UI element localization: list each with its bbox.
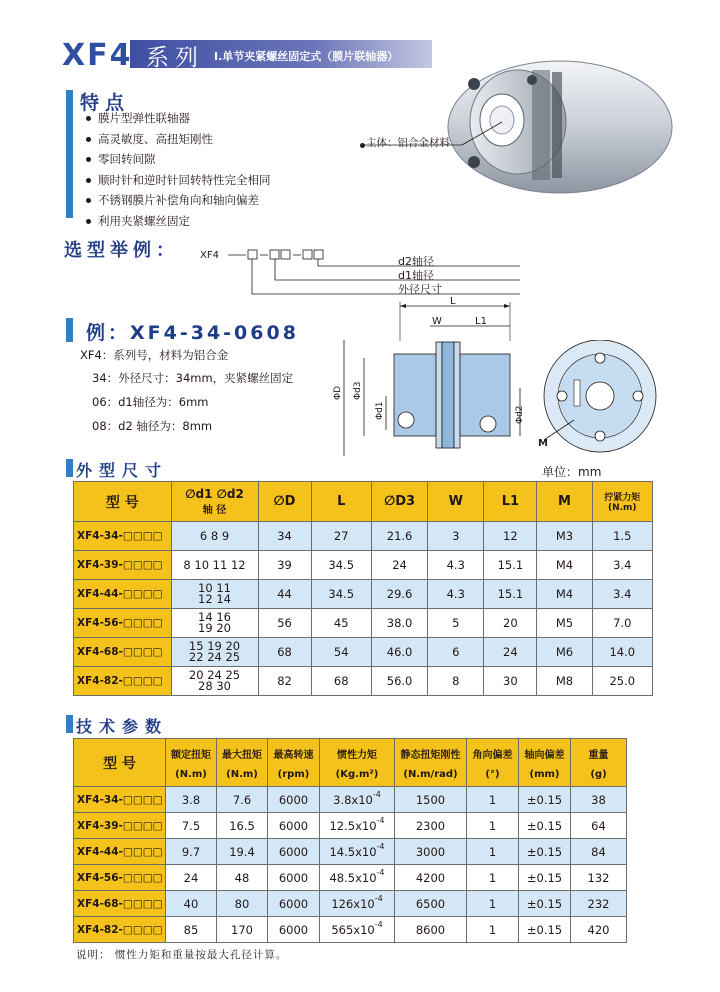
row-inertia: $126x10^{-4}$ [320,891,395,917]
row-axial: ±0.15 [519,787,571,813]
header-max-speed: 最高转速 (rpm) [268,739,320,787]
row-rated-torque: 85 [166,917,217,943]
row-M: M6 [537,638,592,667]
table-row [74,609,653,638]
row-model: XF4-68-□□□□ [74,638,172,667]
row-model: XF4-82-□□□□ [74,917,166,943]
row-L1: 24 [484,638,537,667]
bullet-icon [86,157,91,162]
row-L1: 20 [484,609,537,638]
feature-item: 顺时针和逆时针回转特性完全相同 [86,172,271,193]
row-rated-torque: 9.7 [166,839,217,865]
row-M: M8 [537,667,592,696]
dimensions-accent-bar [66,459,73,477]
row-max-torque: 80 [217,891,268,917]
bullet-icon [86,198,91,203]
features-accent-bar [66,90,73,218]
feature-list [86,110,271,233]
row-inertia: $565x10^{-4}$ [320,917,395,943]
row-L: 34.5 [311,551,371,580]
row-torque: 1.5 [592,522,652,551]
header-W: W [428,482,484,522]
row-angular: 1 [467,917,519,943]
technical-title: 技术参数 [76,717,169,736]
row-max-speed: 6000 [268,891,320,917]
row-rated-torque: 7.5 [166,813,217,839]
series-subtitle: I.单节夹紧螺丝固定式（膜片联轴器） [214,50,399,63]
header-L: L [311,482,371,522]
technical-accent-bar [66,715,73,733]
row-axial: ±0.15 [519,891,571,917]
row-D3: 21.6 [371,522,427,551]
dimensions-table [73,481,653,696]
header-D: ∅D [258,482,311,522]
row-axial: ±0.15 [519,839,571,865]
row-D: 68 [258,638,311,667]
row-M: M3 [537,522,592,551]
row-angular: 1 [467,891,519,917]
table-row [74,522,653,551]
row-W: 8 [428,667,484,696]
feature-item: 利用夹紧螺丝固定 [86,213,271,234]
row-D3: 38.0 [371,609,427,638]
row-rated-torque: 40 [166,891,217,917]
header-inertia: 惯性力矩 (Kg.m²) [320,739,395,787]
row-D3: 56.0 [371,667,427,696]
row-torque: 3.4 [592,551,652,580]
row-D: 39 [258,551,311,580]
row-angular: 1 [467,813,519,839]
row-weight: 420 [571,917,627,943]
row-W: 5 [428,609,484,638]
dim-d1-label: Φd1 [375,401,385,420]
header-weight: 重量 (g) [571,739,627,787]
row-max-speed: 6000 [268,865,320,891]
row-max-speed: 6000 [268,813,320,839]
table-header-row [74,739,627,787]
row-max-torque: 19.4 [217,839,268,865]
row-W: 4.3 [428,580,484,609]
table-row [74,865,627,891]
row-bores: 10 11 12 14 [171,580,258,609]
row-L1: 15.1 [484,580,537,609]
row-rated-torque: 24 [166,865,217,891]
header-model: 型 号 [74,739,166,787]
row-max-speed: 6000 [268,787,320,813]
dimensions-title: 外型尺寸 [76,461,169,480]
row-inertia: $3.8x10^{-4}$ [320,787,395,813]
row-model: XF4-34-□□□□ [74,522,172,551]
table-row [74,667,653,696]
example-line: 34：外径尺寸：34mm，夹紧螺丝固定 [92,371,294,385]
example-line: 06：d1轴径为：6mm [92,395,209,409]
row-D: 44 [258,580,311,609]
row-max-speed: 6000 [268,839,320,865]
series-word: 系列 [146,45,204,71]
row-bores: 8 10 11 12 [171,551,258,580]
row-stiffness: 2300 [395,813,467,839]
row-stiffness: 1500 [395,787,467,813]
row-L1: 12 [484,522,537,551]
row-max-speed: 6000 [268,917,320,943]
table-row [74,787,627,813]
row-stiffness: 8600 [395,917,467,943]
example-title: 例：XF4-34-0608 [86,322,299,344]
dim-D-label: ΦD [333,385,343,400]
row-D: 56 [258,609,311,638]
features-title: 特点 [80,92,131,114]
row-weight: 64 [571,813,627,839]
row-M: M4 [537,551,592,580]
row-angular: 1 [467,787,519,813]
bullet-icon [86,178,91,183]
feature-item: 不锈钢膜片补偿角向和轴向偏差 [86,192,271,213]
header-axial: 轴向偏差 (mm) [519,739,571,787]
header-rated-torque: 额定扭矩 (N.m) [166,739,217,787]
selection-label-d1: d1轴径 [398,269,434,282]
row-inertia: $48.5x10^{-4}$ [320,865,395,891]
row-inertia: $14.5x10^{-4}$ [320,839,395,865]
bullet-icon [86,116,91,121]
table-row [74,891,627,917]
table-row [74,638,653,667]
bullet-icon [86,219,91,224]
row-model: XF4-39-□□□□ [74,813,166,839]
dim-L-label: L [450,296,456,307]
row-model: XF4-82-□□□□ [74,667,172,696]
header-model: 型 号 [74,482,172,522]
dim-M-label: M [538,438,548,449]
row-D: 82 [258,667,311,696]
row-model: XF4-39-□□□□ [74,551,172,580]
technical-table [73,738,627,943]
bullet-icon [86,137,91,142]
header-D3: ∅D3 [371,482,427,522]
row-model: XF4-56-□□□□ [74,609,172,638]
row-stiffness: 4200 [395,865,467,891]
dim-d3-label: Φd3 [353,381,363,400]
header-L1: L1 [484,482,537,522]
row-weight: 38 [571,787,627,813]
table-row [74,813,627,839]
row-max-torque: 7.6 [217,787,268,813]
example-line: 08：d2 轴径为：8mm [92,419,213,433]
table-row [74,580,653,609]
selection-code-diagram [220,246,530,296]
row-stiffness: 6500 [395,891,467,917]
row-L: 68 [311,667,371,696]
row-model: XF4-68-□□□□ [74,891,166,917]
row-max-torque: 170 [217,917,268,943]
row-D3: 29.6 [371,580,427,609]
table-row [74,917,627,943]
unit-label: 单位：mm [542,465,602,479]
row-axial: ±0.15 [519,917,571,943]
feature-item: 高灵敏度、高扭矩刚性 [86,131,271,152]
row-torque: 3.4 [592,580,652,609]
dim-d2-label: Φd2 [515,405,525,424]
row-model: XF4-44-□□□□ [74,839,166,865]
row-D: 34 [258,522,311,551]
row-bores: 15 19 20 22 24 25 [171,638,258,667]
material-label: 主体：铝合金材料 [366,137,450,149]
row-stiffness: 3000 [395,839,467,865]
selection-label-d2: d2轴径 [398,255,434,268]
row-bores: 20 24 25 28 30 [171,667,258,696]
feature-item: 零回转间隙 [86,151,271,172]
table-row [74,839,627,865]
row-L: 45 [311,609,371,638]
row-max-torque: 16.5 [217,813,268,839]
footnote: 说明： 惯性力矩和重量按最大孔径计算。 [76,949,288,961]
coupling-side-drawing [330,296,530,456]
row-torque: 7.0 [592,609,652,638]
header-stiffness: 静态扭矩刚性 (N.m/rad) [395,739,467,787]
row-weight: 84 [571,839,627,865]
row-D3: 24 [371,551,427,580]
row-torque: 14.0 [592,638,652,667]
row-L: 54 [311,638,371,667]
row-W: 4.3 [428,551,484,580]
selection-title: 选型举例： [64,240,179,261]
dim-L1-label: L1 [475,316,487,327]
row-inertia: $12.5x10^{-4}$ [320,813,395,839]
table-header-row [74,482,653,522]
dim-W-label: W [432,316,442,327]
coupling-front-drawing [534,340,674,460]
row-D3: 46.0 [371,638,427,667]
row-max-torque: 48 [217,865,268,891]
row-W: 3 [428,522,484,551]
feature-item: 膜片型弹性联轴器 [86,110,271,131]
row-model: XF4-56-□□□□ [74,865,166,891]
row-bores: 6 8 9 [171,522,258,551]
row-weight: 232 [571,891,627,917]
row-weight: 132 [571,865,627,891]
row-axial: ±0.15 [519,865,571,891]
header-M: M [537,482,592,522]
row-L1: 15.1 [484,551,537,580]
row-model: XF4-34-□□□□ [74,787,166,813]
row-model: XF4-44-□□□□ [74,580,172,609]
row-rated-torque: 3.8 [166,787,217,813]
selection-label-outer: 外径尺寸 [398,283,442,296]
row-L: 34.5 [311,580,371,609]
row-M: M4 [537,580,592,609]
row-torque: 25.0 [592,667,652,696]
example-accent-bar [66,318,73,342]
header-bore: ∅d1 ∅d2 轴 径 [171,482,258,522]
series-code: XF4 [62,38,133,73]
row-angular: 1 [467,839,519,865]
selection-code-prefix: XF4 [200,250,219,261]
header-angular: 角向偏差 (°) [467,739,519,787]
row-angular: 1 [467,865,519,891]
row-M: M5 [537,609,592,638]
header-torque: 拧紧力矩 (N.m) [592,482,652,522]
row-L: 27 [311,522,371,551]
row-W: 6 [428,638,484,667]
row-axial: ±0.15 [519,813,571,839]
row-L1: 30 [484,667,537,696]
header-max-torque: 最大扭矩 (N.m) [217,739,268,787]
table-row [74,551,653,580]
example-line: XF4：系列号，材料为铝合金 [80,348,229,362]
row-bores: 14 16 19 20 [171,609,258,638]
